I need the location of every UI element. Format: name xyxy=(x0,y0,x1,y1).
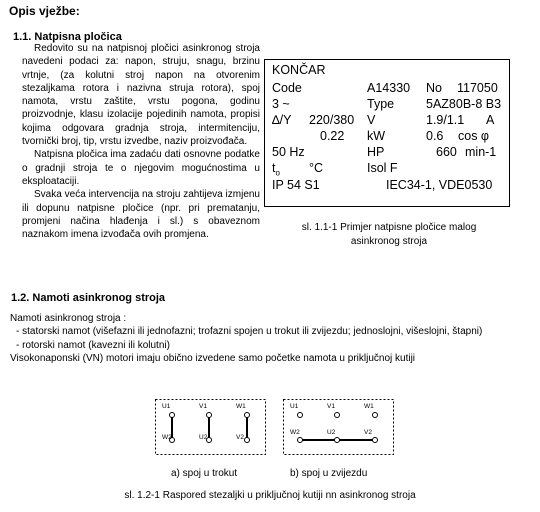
plate-power: 0.22 xyxy=(320,129,345,143)
terminal-label: W1 xyxy=(236,403,246,410)
terminal-label: U1 xyxy=(162,403,171,410)
temp-sub: o xyxy=(275,168,280,178)
paragraph: Redovito su na natpisnoj pločici asinkronog stroja navedeni podaci za: napon, struju, snagu, brzinu vrtnje, (za kolutni stroj napon na otvorenim stezaljkama rotora i nazivna struja rotora), spoj namota, vrstu zaštite, vrstu pogona, godinu proizvodnje, klasu izolacije pojedinih namota, propisi kojima odgovara gradnja stroja, intermitenciju, tvornički broj, tip, vrstu izvedbe, naziv proizvođača. xyxy=(22,43,260,148)
plate-power-unit: kW xyxy=(367,129,386,143)
plate-frequency: 50 Hz xyxy=(272,145,305,159)
section-2-title: 1.2. Namoti asinkronog stroja xyxy=(11,292,166,304)
plate-maker: KONČAR xyxy=(272,63,326,77)
list-item: - rotorski namot (kavezni ili kolutni) xyxy=(16,339,170,351)
plate-isol: Isol F xyxy=(367,161,398,175)
terminal-box-delta xyxy=(155,399,266,455)
plate-standards: IEC34-1, VDE0530 xyxy=(386,178,493,192)
paragraph: Natpisna pločica ima zadaću dati osnovne podatke o gradnji stroja te o njegovim mogućnostima u eksploataciji. xyxy=(22,149,260,187)
plate-phase: 3 ~ xyxy=(272,97,290,111)
delta-diagram-lines xyxy=(155,399,266,455)
section-2-body xyxy=(10,312,530,365)
plate-pf: 0.6 xyxy=(426,129,444,143)
list-item: - statorski namot (višefazni ili jednofazni; trofazni spojen u trokut ili zvijezdu; jednoslojni, višeslojni, štapni) xyxy=(16,326,483,338)
plate-type-label: Type xyxy=(367,97,395,111)
paragraph: Svaka veća intervencija na stroju zahtijeva izmjenu ili dopunu natpisne pločice (npr. pri prematanju, promjeni načina hlađenja i sl.) s obaveznom naznakom imena izvođača ovih promjena. xyxy=(22,189,260,241)
plate-voltage: 220/380 xyxy=(309,113,355,127)
figure-caption-2: sl. 1.2-1 Raspored stezaljki u priključnoj kutiji nn asinkronog stroja xyxy=(124,490,416,501)
plate-temp-symbol xyxy=(272,161,280,178)
plate-connection: ∆/Y xyxy=(272,113,292,127)
section-2-intro: Namoti asinkronog stroja : xyxy=(10,313,127,324)
terminal-label: W2 xyxy=(290,429,300,436)
section-2-vn-note: Visokonaponski (VN) motori imaju obično izvedene samo početke namota u priključnoj kutiji xyxy=(10,352,416,364)
section-1-body xyxy=(22,42,260,241)
terminal-label: U2 xyxy=(327,429,336,436)
plate-code-label: Code xyxy=(272,81,302,95)
terminal-label: V2 xyxy=(236,434,244,441)
terminal-label: U1 xyxy=(290,403,299,410)
plate-no-value: 117050 xyxy=(457,81,498,95)
plate-current: 1.9/1.1 xyxy=(426,113,465,127)
plate-rpm-unit: min-1 xyxy=(465,145,497,159)
plate-voltage-unit: V xyxy=(367,113,376,127)
nameplate xyxy=(264,59,510,207)
figure-caption-1: sl. 1.1-1 Primjer natpisne pločice malog asinkronog stroja xyxy=(301,222,477,247)
plate-no-label: No xyxy=(426,81,442,95)
page-heading: Opis vježbe: xyxy=(9,4,80,18)
star-diagram-lines xyxy=(283,399,394,455)
plate-temp-unit: °C xyxy=(309,161,324,175)
terminal-label: W2 xyxy=(162,434,172,441)
diagram-caption-star: b) spoj u zvijezdu xyxy=(290,468,368,479)
terminal-label: W1 xyxy=(364,403,374,410)
terminal-label: V1 xyxy=(327,403,335,410)
plate-code-value: A14330 xyxy=(367,81,411,95)
plate-hp-label: HP xyxy=(367,145,385,159)
plate-pf-label: cos φ xyxy=(458,129,490,143)
plate-ip: IP 54 S1 xyxy=(272,178,320,192)
terminal-label: V2 xyxy=(364,429,372,436)
terminal-label: U2 xyxy=(199,434,208,441)
plate-type-value: 5AZ80B-8 B3 xyxy=(426,97,502,111)
plate-rpm: 660 xyxy=(436,145,457,159)
plate-current-unit: A xyxy=(486,113,495,127)
temp-symbol: t xyxy=(272,161,276,175)
terminal-box-star xyxy=(283,399,394,455)
terminal-label: V1 xyxy=(199,403,207,410)
section-1-title: 1.1. Natpisna pločica xyxy=(13,31,122,43)
diagram-caption-delta: a) spoj u trokut xyxy=(171,468,238,479)
